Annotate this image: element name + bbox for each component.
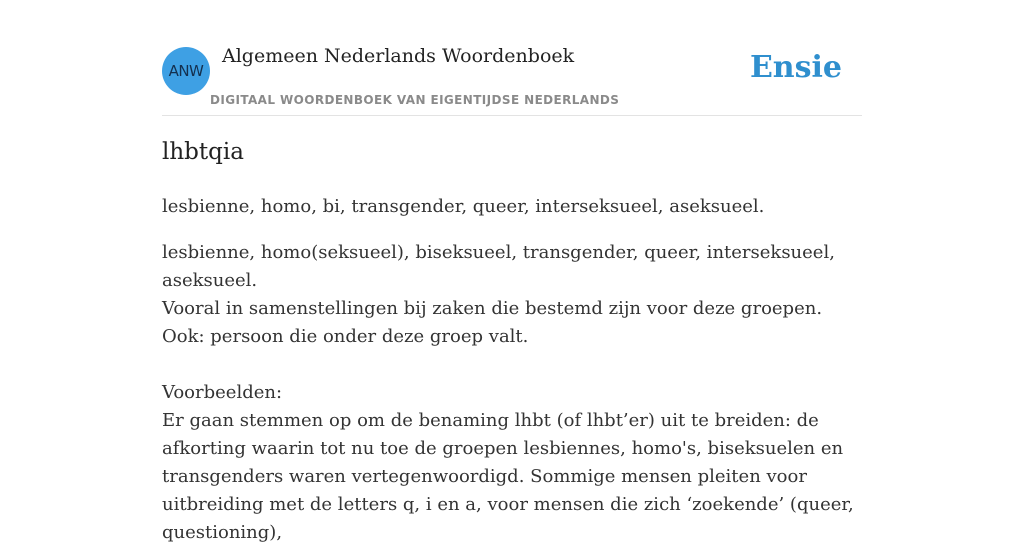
examples-heading: Voorbeelden: xyxy=(162,382,283,403)
example-text: Er gaan stemmen op om de benaming lhbt (of lhbt’er) uit te breiden: de afkorting waarin tot nu toe de groepen lesbiennes, homo's, biseksuelen en transgenders waren vertegenwoordigd. Sommige mensen pleiten voor uitbreiding met de letters q, i en a, voor mensen die zich ‘zoekende’ (queer, questioning), xyxy=(162,410,854,543)
ensie-brand-link[interactable]: Ensie xyxy=(749,50,842,85)
anw-logo[interactable] xyxy=(162,47,210,95)
site-title-link[interactable]: Algemeen Nederlands Woordenboek xyxy=(222,45,575,67)
entry-body xyxy=(162,239,862,547)
definition-text: lesbienne, homo(seksueel), biseksueel, transgender, queer, interseksueel, aseksueel. xyxy=(162,242,835,291)
logo-text: ANW xyxy=(168,62,204,80)
short-definition: lesbienne, homo, bi, transgender, queer, interseksueel, aseksueel. xyxy=(162,196,765,217)
site-subtitle: DIGITAAL WOORDENBOEK VAN EIGENTIJDSE NEDERLANDS xyxy=(210,93,620,107)
usage-note: Vooral in samenstellingen bij zaken die bestemd zijn voor deze groepen. Ook: persoon die onder deze groep valt. xyxy=(162,298,823,347)
page-title: lhbtqia xyxy=(162,139,244,165)
site-header xyxy=(162,0,862,116)
main-content xyxy=(162,0,862,543)
spacer xyxy=(162,351,862,379)
